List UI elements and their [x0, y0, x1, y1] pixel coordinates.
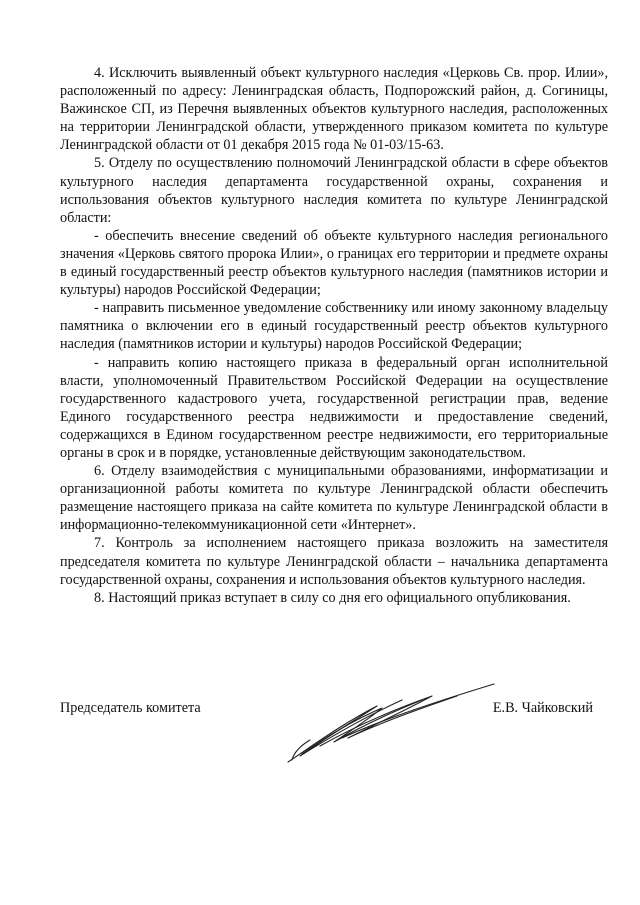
handwritten-signature	[282, 676, 497, 768]
paragraph-7: 7. Контроль за исполнением настоящего приказа возложить на заместителя председателя комитета по культуре Ленинградской области – начальника департамента государственной охраны, сохранения и использования объектов культурного наследия.	[60, 535, 608, 588]
paragraph-8: 8. Настоящий приказ вступает в силу со дня его официального опубликования.	[94, 589, 571, 606]
paragraph-4: 4. Исключить выявленный объект культурного наследия «Церковь Св. прор. Илии», расположенный по адресу: Ленинградская область, Подпорожский район, д. Согиницы, Важинское СП, из Перечня выявленных объектов культурного наследия, расположенных на территории Ленинградской области, утвержденного приказом комитета по культуре Ленинградской области от 01 декабря 2015 года № 01-03/15-63.	[60, 65, 608, 154]
paragraph-6: 6. Отделу взаимодействия с муниципальными образованиями, информатизации и организационной работы комитета по культуре Ленинградской области обеспечить размещение настоящего приказа на сайте комитета по культуре Ленинградской области в информационно-телекоммуникационной сети «Интернет».	[60, 463, 608, 534]
paragraph-5: 5. Отделу по осуществлению полномочий Ленинградской области в сфере объектов культурного наследия департамента государственной охраны, сохранения и использования объектов культурного наследия комитета по культуре Ленинградской области:	[60, 155, 608, 226]
paragraph-5-item-2: - направить письменное уведомление собственнику или иному законному владельцу памятника о включении его в единый государственный реестр объектов культурного наследия (памятников истории и культуры) народов Российской Федерации;	[60, 300, 608, 353]
signer-name: Е.В. Чайковский	[492, 700, 593, 716]
paragraph-5-item-1: - обеспечить внесение сведений об объекте культурного наследия регионального значения «Церковь святого пророка Илии», о границах его территории и предмете охраны в единый государственный реестр объектов культурного наследия (памятников истории и культуры) народов Российской Федерации;	[60, 227, 608, 299]
position-title: Председатель комитета	[60, 700, 201, 716]
document-body	[60, 64, 608, 607]
paragraph-5-item-3: - направить копию настоящего приказа в федеральный орган исполнительной власти, уполномоченный Правительством Российской Федерации на осуществление государственного кадастрового учета, государственной регистрации прав, ведение Единого государственного реестра недвижимости и предоставление сведений, содержащихся в Едином государственном реестре недвижимости, его территориальные органы в срок и в порядке, установленные действующим законодательством.	[60, 354, 608, 461]
